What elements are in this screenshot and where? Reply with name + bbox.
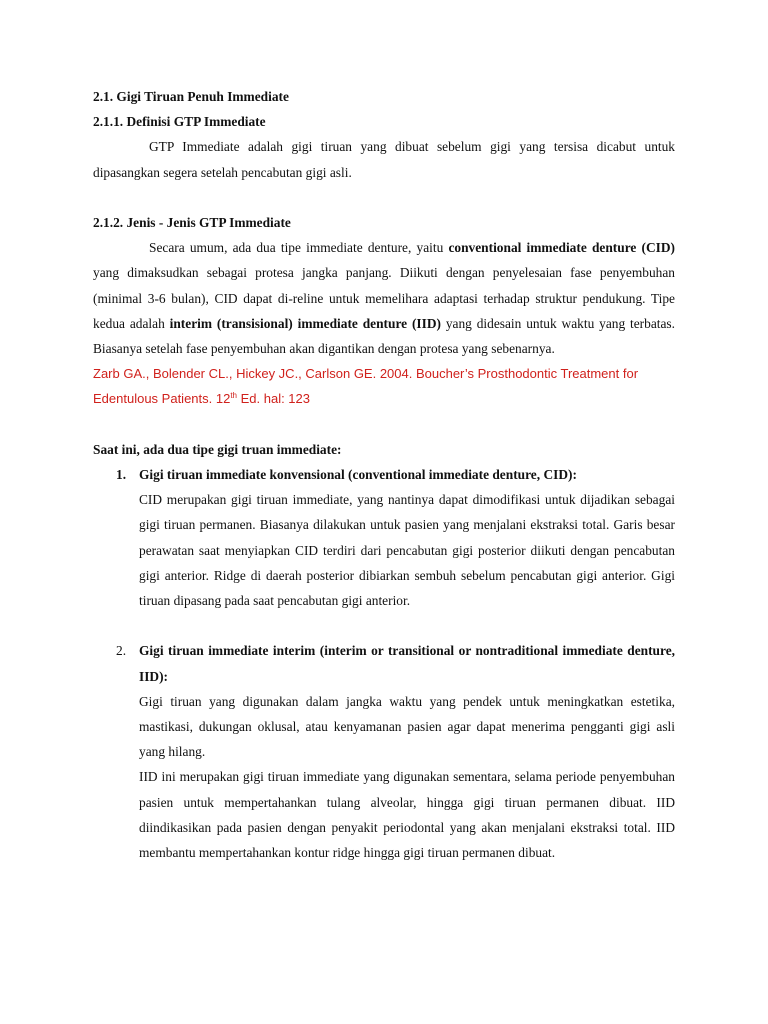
- list-item-paragraph: IID ini merupakan gigi tiruan immediate yang digunakan sementara, selama periode penyembuhan pasien untuk mempertahankan tulang alveolar, hingga gigi tiruan permanen dibuat. IID diindikasikan pada pasien dengan penyakit periodontal yang akan menjalani ekstraksi total. IID membantu mempertahankan kontur ridge hingga gigi tiruan permanen dibuat.: [139, 769, 675, 861]
- types-text-1: Secara umum, ada dua tipe immediate denture, yaitu: [149, 240, 449, 256]
- types-heading: 2.1.2. Jenis - Jenis GTP Immediate: [93, 215, 291, 230]
- reference-citation: [93, 361, 675, 411]
- types-bold-cid: conventional immediate denture (CID): [448, 240, 675, 256]
- list-item-title: Gigi tiruan immediate konvensional (conventional immediate denture, CID):: [139, 467, 577, 483]
- list-number: 2.: [116, 643, 127, 659]
- list-number: 1.: [116, 467, 127, 483]
- list-item-cid: [93, 462, 675, 613]
- reference-superscript: th: [230, 391, 237, 401]
- spacer: [93, 412, 675, 437]
- definition-paragraph: GTP Immediate adalah gigi tiruan yang dibuat sebelum gigi yang tersisa dicabut untuk dipasangkan segera setelah pencabutan gigi asli.: [93, 139, 675, 180]
- list-item-body: [139, 462, 675, 613]
- section-title: 2.1. Gigi Tiruan Penuh Immediate: [93, 89, 289, 104]
- reference-text: Zarb GA., Bolender CL., Hickey JC., Carlson GE. 2004. Boucher’s Prosthodontic Treatment for Edentulous Patients. 12: [93, 366, 639, 407]
- types-text-3: yang didesain untuk waktu yang terbatas. Biasanya setelah fase penyembuhan akan digantikan dengan protesa yang sebenarnya.: [93, 315, 675, 357]
- types-bold-iid: interim (transisional) immediate denture (IID): [169, 315, 441, 331]
- spacer: [93, 185, 675, 210]
- types-text-2: yang dimaksudkan sebagai protesa jangka panjang. Diikuti dengan penyelesaian fase penyembuhan (minimal 3-6 bulan), CID dapat di-reline untuk memelihara adaptasi terhadap struktur pendukung. Tipe kedua adalah: [93, 265, 675, 331]
- list-item-iid: [93, 638, 675, 865]
- list-heading: Saat ini, ada dua tipe gigi truan immediate:: [93, 441, 342, 457]
- definition-heading: 2.1.1. Definisi GTP Immediate: [93, 114, 266, 130]
- list-item-paragraph: Gigi tiruan yang digunakan dalam jangka waktu yang pendek untuk meningkatkan estetika, mastikasi, dukungan oklusal, atau kenyamanan pasien agar dapat menerima pengganti gigi asli yang hilang.: [139, 693, 675, 760]
- spacer: [93, 613, 675, 638]
- reference-tail: Ed. hal: 123: [237, 391, 310, 407]
- list-item-body: [139, 638, 675, 865]
- document-page: [93, 84, 675, 865]
- list-item-title: Gigi tiruan immediate interim (interim or transitional or nontraditional immediate denture, IID):: [139, 643, 675, 684]
- list-item-paragraph: CID merupakan gigi tiruan immediate, yang nantinya dapat dimodifikasi untuk dijadikan sebagai gigi tiruan permanen. Biasanya dilakukan untuk pasien yang menjalani ekstraksi total. Garis besar perawatan saat menyiapkan CID terdiri dari pencabutan gigi posterior diikuti dengan pencabutan gigi anterior. Ridge di daerah posterior dibiarkan sembuh sebelum pencabutan gigi anterior. Gigi tiruan dipasang pada saat pencabutan gigi anterior.: [139, 492, 675, 609]
- types-paragraph: [93, 235, 675, 361]
